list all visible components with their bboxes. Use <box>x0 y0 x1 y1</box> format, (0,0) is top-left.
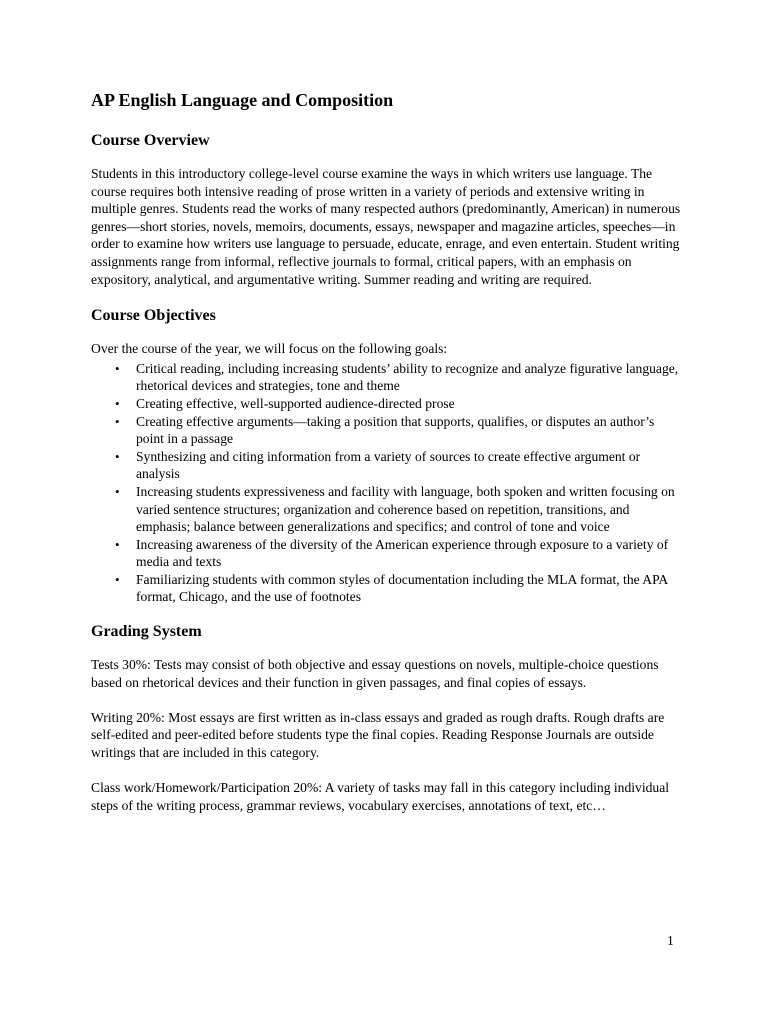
list-item <box>115 360 683 395</box>
list-item-text: Critical reading, including increasing students’ ability to recognize and analyze figurative language, rhetorical devices and strategies, tone and theme <box>136 360 679 394</box>
list-item <box>115 536 683 571</box>
list-item <box>115 483 683 536</box>
bullet-icon: • <box>115 536 120 552</box>
bullet-icon: • <box>115 483 120 499</box>
document-title: AP English Language and Composition <box>91 90 394 110</box>
grading-heading: Grading System <box>91 623 202 641</box>
bullet-icon: • <box>115 448 120 464</box>
objectives-intro: Over the course of the year, we will focus on the following goals: <box>91 341 448 357</box>
list-item <box>115 448 683 483</box>
list-item-text: Synthesizing and citing information from a variety of sources to create effective argument or analysis <box>136 448 641 482</box>
overview-paragraph: Students in this introductory college-level course examine the ways in which writers use language. The course requires both intensive reading of prose written in a variety of periods and extensive writing in multiple genres. Students read the works of many respected authors (predominantly, American) in numerous genres—short stories, novels, memoirs, documents, essays, newspaper and magazine articles, speeches—in order to examine how writers use language to persuade, educate, enrage, and even entertain. Student writing assignments range from informal, reflective journals to formal, critical papers, with an emphasis on expository, analytical, and argumentative writing. Summer reading and writing are required. <box>91 166 681 287</box>
bullet-icon: • <box>115 360 120 376</box>
grading-classwork-paragraph: Class work/Homework/Participation 20%: A variety of tasks may fall in this category including individual steps of the writing process, grammar reviews, vocabulary exercises, annotations of text, etc… <box>91 780 670 813</box>
list-item-text: Creating effective arguments—taking a position that supports, qualifies, or disputes an author’s point in a passage <box>136 413 655 447</box>
list-item <box>115 413 683 448</box>
list-item <box>115 571 683 606</box>
overview-heading: Course Overview <box>91 132 210 149</box>
list-item-text: Increasing awareness of the diversity of the American experience through exposure to a variety of media and texts <box>136 536 669 570</box>
document-page <box>91 88 683 832</box>
grading-tests-paragraph: Tests 30%: Tests may consist of both objective and essay questions on novels, multiple-choice questions based on rhetorical devices and their function in given passages, and final copies of essays. <box>91 657 659 690</box>
objectives-list <box>91 360 683 606</box>
list-item-text: Increasing students expressiveness and facility with language, both spoken and written focusing on varied sentence structures; organization and coherence based on repetition, transitions, and emphasis; balance between generalizations and specifics; and control of tone and voice <box>136 483 675 535</box>
objectives-heading: Course Objectives <box>91 307 216 325</box>
list-item-text: Creating effective, well-supported audience-directed prose <box>136 395 455 411</box>
bullet-icon: • <box>115 395 120 411</box>
page-number: 1 <box>667 933 674 948</box>
bullet-icon: • <box>115 413 120 429</box>
list-item <box>115 395 683 413</box>
list-item-text: Familiarizing students with common styles of documentation including the MLA format, the APA format, Chicago, and the use of footnotes <box>136 571 668 605</box>
bullet-icon: • <box>115 571 120 587</box>
grading-writing-paragraph: Writing 20%: Most essays are first written as in-class essays and graded as rough drafts. Rough drafts are self-edited and peer-edited before students type the final copies. Reading Response Journals are outside writings that are included in this category. <box>91 709 665 761</box>
